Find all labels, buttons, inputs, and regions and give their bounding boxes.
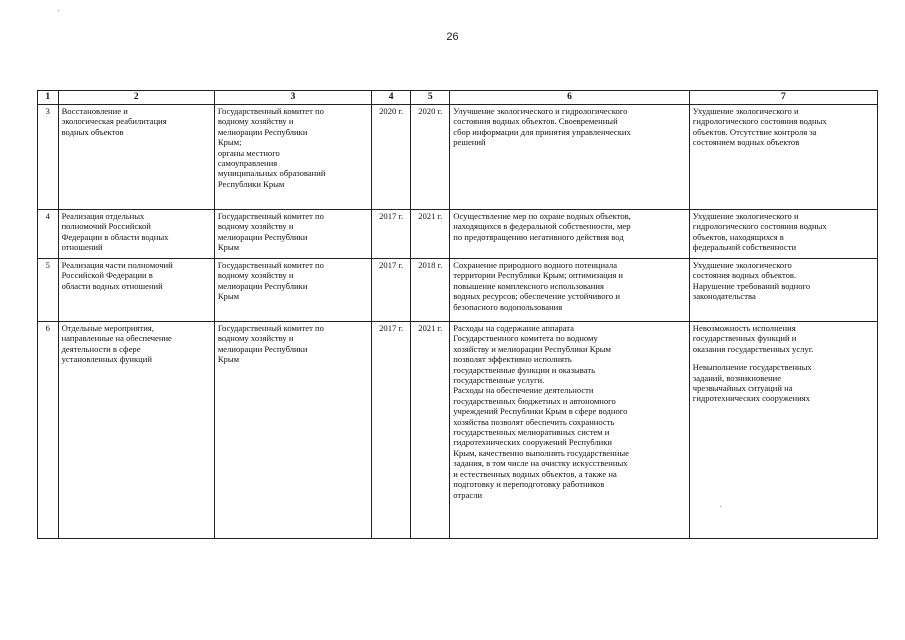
non-implementation-consequences bbox=[689, 210, 877, 259]
table-header-row bbox=[38, 91, 878, 105]
expected-result bbox=[450, 210, 690, 259]
measure-name bbox=[58, 210, 214, 259]
expected-result bbox=[450, 105, 690, 210]
text-line: мелиорации Республики bbox=[217, 343, 308, 354]
end-year: 2021 г. bbox=[411, 322, 450, 539]
scan-speck bbox=[720, 506, 721, 507]
text-line: решений bbox=[453, 137, 486, 148]
text-line: области водных отношений bbox=[61, 280, 163, 291]
text-line: Государственный комитет по bbox=[217, 106, 324, 116]
text-line: Невозможность исполнения bbox=[692, 323, 796, 333]
measure-name bbox=[58, 105, 214, 210]
text-line: Российской Федерации в bbox=[61, 270, 153, 281]
text-line: заданий, возникновение bbox=[692, 372, 782, 383]
text-line: полномочий Российской bbox=[61, 221, 151, 232]
text-line: территории Республики Крым; оптимизация и bbox=[453, 270, 624, 281]
text-line: задания, в том числе на очистку искусственных bbox=[453, 458, 628, 469]
row-number: 5 bbox=[38, 259, 59, 322]
text-line: безопасного водопользования bbox=[453, 301, 563, 312]
measure-name bbox=[58, 259, 214, 322]
text-line: муниципальных образований bbox=[217, 168, 326, 179]
text-line: отрасли bbox=[453, 489, 483, 500]
text-line: повышение комплексного использования bbox=[453, 280, 604, 291]
text-line: мелиорации Республики bbox=[217, 280, 308, 291]
text-line: по предотвращению негативного действия вод bbox=[453, 231, 624, 242]
header-col-5: 5 bbox=[411, 91, 450, 105]
text-line: государственные услуги. bbox=[453, 375, 545, 386]
measure-name bbox=[58, 322, 214, 539]
text-line: Реализация части полномочий bbox=[61, 260, 173, 270]
text-line: Государственный комитет по bbox=[217, 260, 324, 270]
header-col-7: 7 bbox=[689, 91, 877, 105]
start-year: 2020 г. bbox=[372, 105, 411, 210]
responsible-executor bbox=[214, 259, 371, 322]
text-line: водных ресурсов; обеспечение устойчивого и bbox=[453, 291, 620, 302]
text-line: гидротехнических сооружениях bbox=[692, 393, 810, 404]
end-year: 2021 г. bbox=[411, 210, 450, 259]
text-line: Ухудшение экологического bbox=[692, 260, 792, 270]
text-line: государственных функций и bbox=[692, 333, 797, 344]
text-line: Крым bbox=[217, 354, 240, 365]
text-line: отношений bbox=[61, 242, 103, 253]
text-line: Сохранение природного водного потенциала bbox=[453, 260, 618, 270]
text-line: Реализация отдельных bbox=[61, 211, 145, 221]
text-line: Ухудшение экологического и bbox=[692, 211, 799, 221]
text-line: хозяйства позволят обеспечить сохранность bbox=[453, 416, 615, 427]
text-line: государственных мелиоративных систем и bbox=[453, 427, 610, 438]
table-row bbox=[38, 259, 878, 322]
non-implementation-consequences bbox=[689, 259, 877, 322]
text-line: состояния водных объектов. bbox=[692, 270, 797, 281]
row-number: 3 bbox=[38, 105, 59, 210]
text-line: Государственный комитет по bbox=[217, 211, 324, 221]
text-line: позволят эффективно исполнять bbox=[453, 354, 572, 365]
text-line: законодательства bbox=[692, 291, 756, 302]
text-line: водных объектов bbox=[61, 126, 124, 137]
text-line: состоянием водных объектов bbox=[692, 137, 800, 148]
text-line: государственных бюджетных и автономного bbox=[453, 395, 616, 406]
text-line: государственные функции и оказывать bbox=[453, 364, 595, 375]
text-line: Государственный комитет по bbox=[217, 323, 324, 333]
header-col-6: 6 bbox=[450, 91, 690, 105]
text-line: Расходы на содержание аппарата bbox=[453, 323, 574, 333]
text-line: Республики Крым bbox=[217, 178, 285, 189]
text-line: Восстановление и bbox=[61, 106, 128, 116]
text-line: гидротехнических сооружений Республики bbox=[453, 437, 613, 448]
text-line: объектов. Отсутствие контроля за bbox=[692, 126, 817, 137]
text-line: Крым; bbox=[217, 137, 242, 148]
row-number: 6 bbox=[38, 322, 59, 539]
header-col-3: 3 bbox=[214, 91, 371, 105]
end-year: 2020 г. bbox=[411, 105, 450, 210]
text-line: сбор информации для принятия управленческих bbox=[453, 126, 631, 137]
text-line: Нарушение требований водного bbox=[692, 280, 811, 291]
text-line: Крым bbox=[217, 242, 240, 253]
text-line: деятельности в сфере bbox=[61, 343, 141, 354]
text-line: чрезвычайных ситуаций на bbox=[692, 383, 793, 394]
text-line: водному хозяйству и bbox=[217, 333, 294, 344]
text-line: Отдельные мероприятия, bbox=[61, 323, 154, 333]
text-line: гидрологического состояния водных bbox=[692, 116, 827, 127]
header-col-2: 2 bbox=[58, 91, 214, 105]
text-line: находящихся в федеральной собственности, мер bbox=[453, 221, 631, 232]
text-line: водному хозяйству и bbox=[217, 221, 294, 232]
text-line: состояния водных объектов. Своевременный bbox=[453, 116, 618, 127]
text-line: хозяйству и мелиорации Республики Крым bbox=[453, 343, 611, 354]
page-number: 26 bbox=[446, 31, 459, 43]
text-line: водному хозяйству и bbox=[217, 270, 294, 281]
text-line: федеральной собственности bbox=[692, 242, 797, 253]
text-line: гидрологического состояния водных bbox=[692, 221, 827, 232]
text-line: учреждений Республики Крым в сфере водного bbox=[453, 406, 628, 417]
consequence-paragraph bbox=[693, 323, 874, 354]
text-line: Крым, качественно выполнять государственные bbox=[453, 447, 629, 458]
text-line: Государственного комитета по водному bbox=[453, 333, 598, 344]
header-col-4: 4 bbox=[372, 91, 411, 105]
text-line: Невыполнение государственных bbox=[692, 362, 812, 373]
text-line: мелиорации Республики bbox=[217, 126, 308, 137]
responsible-executor bbox=[214, 105, 371, 210]
text-line: Осуществление мер по охране водных объектов, bbox=[453, 211, 631, 221]
header-col-1: 1 bbox=[38, 91, 59, 105]
expected-result bbox=[450, 259, 690, 322]
text-line: установленных функций bbox=[61, 354, 152, 365]
table-row bbox=[38, 322, 878, 539]
program-measures-table bbox=[37, 90, 878, 539]
scan-speck bbox=[58, 10, 59, 11]
text-line: Крым bbox=[217, 291, 240, 302]
responsible-executor bbox=[214, 210, 371, 259]
text-line: объектов, находящихся в bbox=[692, 231, 784, 242]
text-line: Федерации в области водных bbox=[61, 231, 169, 242]
text-line: водному хозяйству и bbox=[217, 116, 294, 127]
text-line: экологическая реабилитация bbox=[61, 116, 167, 127]
text-line: подготовку и переподготовку работников bbox=[453, 479, 605, 490]
end-year: 2018 г. bbox=[411, 259, 450, 322]
text-line: Улучшение экологического и гидрологического bbox=[453, 106, 628, 116]
text-line: самоуправления bbox=[217, 158, 278, 169]
start-year: 2017 г. bbox=[372, 322, 411, 539]
responsible-executor bbox=[214, 322, 371, 539]
text-line: органы местного bbox=[217, 147, 280, 158]
table-row bbox=[38, 210, 878, 259]
text-line: оказания государственных услуг. bbox=[692, 343, 814, 354]
non-implementation-consequences bbox=[689, 105, 877, 210]
text-line: Ухудшение экологического и bbox=[692, 106, 799, 116]
expected-result bbox=[450, 322, 690, 539]
start-year: 2017 г. bbox=[372, 210, 411, 259]
text-line: Расходы на обеспечение деятельности bbox=[453, 385, 594, 396]
text-line: направленные на обеспечение bbox=[61, 333, 172, 344]
text-line: и естественных водных объектов, а также на bbox=[453, 468, 617, 479]
table-row bbox=[38, 105, 878, 210]
start-year: 2017 г. bbox=[372, 259, 411, 322]
text-line: мелиорации Республики bbox=[217, 231, 308, 242]
consequence-paragraph bbox=[693, 362, 874, 404]
row-number: 4 bbox=[38, 210, 59, 259]
non-implementation-consequences bbox=[689, 322, 877, 539]
